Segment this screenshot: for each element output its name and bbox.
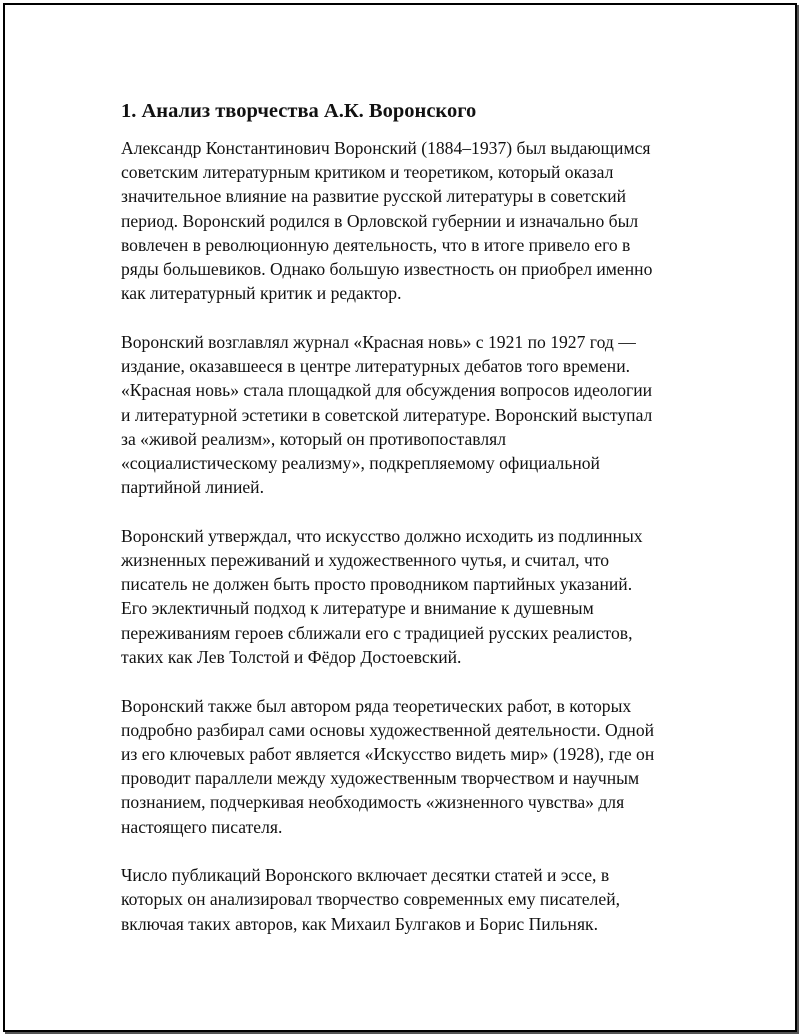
text-line: вовлечен в революционную деятельность, что в итоге привело его в (121, 234, 631, 255)
text-line: «социалистическому реализму», подкрепляемому официальной (121, 452, 600, 473)
section-heading: 1. Анализ творчества А.К. Воронского (121, 100, 477, 122)
text-line: партийной линией. (121, 477, 264, 498)
text-line: познанием, подчеркивая необходимость «жизненного чувства» для (121, 792, 625, 813)
text-line: за «живой реализм», который он противопоставлял (121, 428, 507, 449)
text-line: «Красная новь» стала площадкой для обсуждения вопросов идеологии (121, 380, 653, 401)
paragraph-4 (121, 694, 701, 839)
text-line: проводит параллели между художественным творчеством и научным (121, 768, 640, 789)
text-line: Воронский также был автором ряда теоретических работ, в которых (121, 695, 632, 716)
text-line: издание, оказавшееся в центре литературных дебатов того времени. (121, 356, 631, 377)
text-line: значительное влияние на развитие русской литературы в советский (121, 186, 627, 207)
paragraph-2 (121, 330, 701, 499)
text-line: период. Воронский родился в Орловской губернии и изначально был (121, 210, 639, 231)
text-line: настоящего писателя. (121, 816, 283, 837)
paragraph-1 (121, 136, 701, 305)
text-line: Александр Константинович Воронский (1884–1937) был выдающимся (121, 138, 651, 158)
text-line: как литературный критик и редактор. (121, 283, 402, 304)
text-line: таких как Лев Толстой и Фёдор Достоевский. (121, 646, 462, 667)
text-line: включая таких авторов, как Михаил Булгаков и Борис Пильняк. (121, 913, 598, 934)
text-line: Его эклектичный подход к литературе и внимание к душевным (121, 598, 594, 619)
text-line: писатель не должен быть просто проводником партийных указаний. (121, 574, 633, 595)
paragraph-3 (121, 524, 701, 669)
document-body (121, 97, 701, 960)
text-line: Воронский возглавлял журнал «Красная новь» с 1921 по 1927 год — (121, 331, 636, 352)
text-line: советским литературным критиком и теоретиком, который оказал (121, 162, 614, 183)
text-line: и литературной эстетики в советской литературе. Воронский выступал (121, 404, 653, 425)
document-page (3, 3, 797, 1032)
text-line: Число публикаций Воронского включает десятки статей и эссе, в (121, 865, 610, 886)
text-line: жизненных переживаний и художественного чутья, и считал, что (121, 550, 610, 571)
paragraph-5 (121, 863, 701, 936)
text-line: которых он анализировал творчество современных ему писателей, (121, 889, 621, 910)
text-line: из его ключевых работ является «Искусство видеть мир» (1928), где он (121, 743, 655, 764)
text-line: подробно разбирал сами основы художественной деятельности. Одной (121, 719, 655, 740)
text-line: ряды большевиков. Однако большую известность он приобрел именно (121, 259, 653, 280)
text-line: Воронский утверждал, что искусство должно исходить из подлинных (121, 525, 643, 546)
text-line: переживаниям героев сближали его с традицией русских реалистов, (121, 622, 633, 643)
